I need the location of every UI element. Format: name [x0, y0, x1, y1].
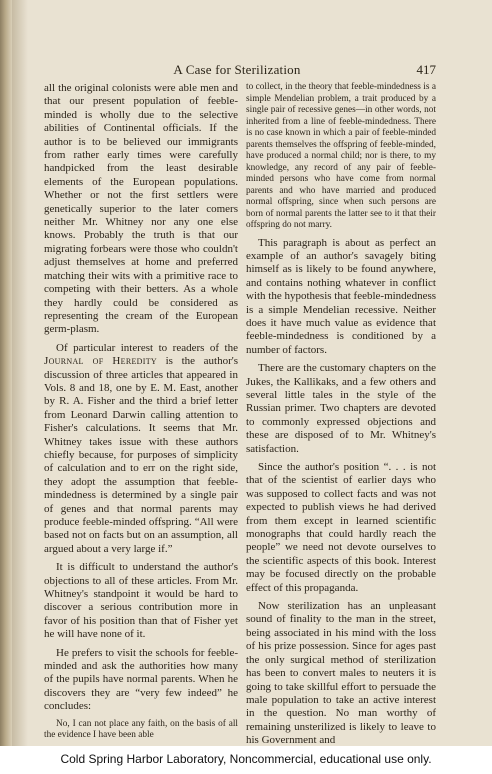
- paragraph: This paragraph is about as perfect an example of an author's savagely biting himself as is likely to be found anywhere, and contains nothing whatever in conflict with the hypothesis that feeble-mindedness is a simple Mendelian recessive. Neither does it have much value as evidence that feeble-mindedness is conditioned by a number of factors.: [246, 236, 437, 356]
- page-number: 417: [416, 62, 436, 77]
- paragraph-text: Of particular interest to readers of the: [56, 341, 238, 354]
- paragraph: It is difficult to understand the author's objections to all of these articles. From Mr. Whitney's standpoint it would be hard to discover a serious contribution more in favor of his position than that of Fisher yet he will have none of it.: [44, 561, 238, 641]
- paragraph: Since the author's position “. . . is not that of the scientist of earlier days who was supposed to collect facts and was not expected to publish views he had derived from them except in learned scientific monographs that could hardly reach the people” we need not devote ourselves to the scientific aspects of this book. Interest may be focused directly on the probable effect of this propaganda.: [246, 461, 436, 594]
- paragraph: There are the customary chapters on the Jukes, the Kallikaks, and a few others and several little tales in the style of the Russian primer. Two chapters are devoted to commonly expressed objections and these are disposed of to Mr. Whitney's satisfaction.: [246, 362, 436, 455]
- paragraph: [44, 342, 238, 557]
- page-gutter-shadow: [12, 0, 28, 746]
- block-quote: to collect, in the theory that feeble-mindedness is a simple Mendelian problem, a trait produced by a single pair of recessive genes—in other words, not inherited from a line of feeble-mindedness. There is no case known in which a pair of feeble-minded parents themselves the offspring of feeble-minded, have produced a normal child; nor is there, to my knowledge, any record of any pair of feeble-minded persons who have come from normal parents and who have married and produced normal offspring, since when such persons are born of normal parents the latter see to it that their offspring do not marry.: [246, 82, 436, 230]
- right-column: [246, 82, 436, 746]
- paragraph: He prefers to visit the schools for feeble-minded and ask the authorities how many of the pupils have normal parents. When he discovers they are “very few indeed” he concludes:: [44, 646, 238, 713]
- paragraph-text: is the author's discussion of three articles that appeared in Vols. 8 and 18, one by E. M. East, another by R. A. Fisher and the third a brief letter from Leonard Darwin calling attention to Fisher's calculations. It seems that Mr. Whitney takes issue with these authors chiefly because, for purposes of simplicity of calculation and to err on the right side, they adopt the assumption that feeble-mindedness is determined by a single pair of genes and that normal parents may produce feeble-minded offspring. “All were based not on facts but on an assumption, all argued about a very large if.”: [44, 355, 239, 555]
- running-head: A Case for Sterilization: [173, 62, 301, 77]
- left-column: [44, 82, 238, 742]
- block-quote: No, I can not place any faith, on the basis of all the evidence I have been able: [44, 718, 238, 741]
- book-binding-shadow: [0, 0, 12, 746]
- paragraph: Now sterilization has an unpleasant sound of finality to the man in the street, being associated in his mind with the loss of his prize possession. Since for ages past the only surgical method of sterilization has been to convert males to neuters it is going to take skillful effort to persuade the male population to take an active interest in the question. No man worthy of remaining unsterilized is likely to leave to his Government and: [246, 600, 436, 746]
- journal-name: Journal of Heredity: [44, 355, 157, 368]
- paragraph: all the original colonists were able men and that our present population of feeble-minded is wholly due to the selective abilities of Continental officials. If the author is to be believed our immigrants from rather early times were carefully handpicked from the least desirable elements of the European populations. Whether or not the first settlers were genetically superior to the later comers neither Mr. Whitney nor any one else knows. Probably the truth is that our migrating forbears were those who couldn't adjust themselves at home and preferred matching their wits with a primitive race to competing with their betters. As a whole they hardly could be considered as representing the cream of the European germ-plasm.: [44, 82, 238, 336]
- footer-credit: Cold Spring Harbor Laboratory, Noncommercial, educational use only.: [60, 752, 432, 766]
